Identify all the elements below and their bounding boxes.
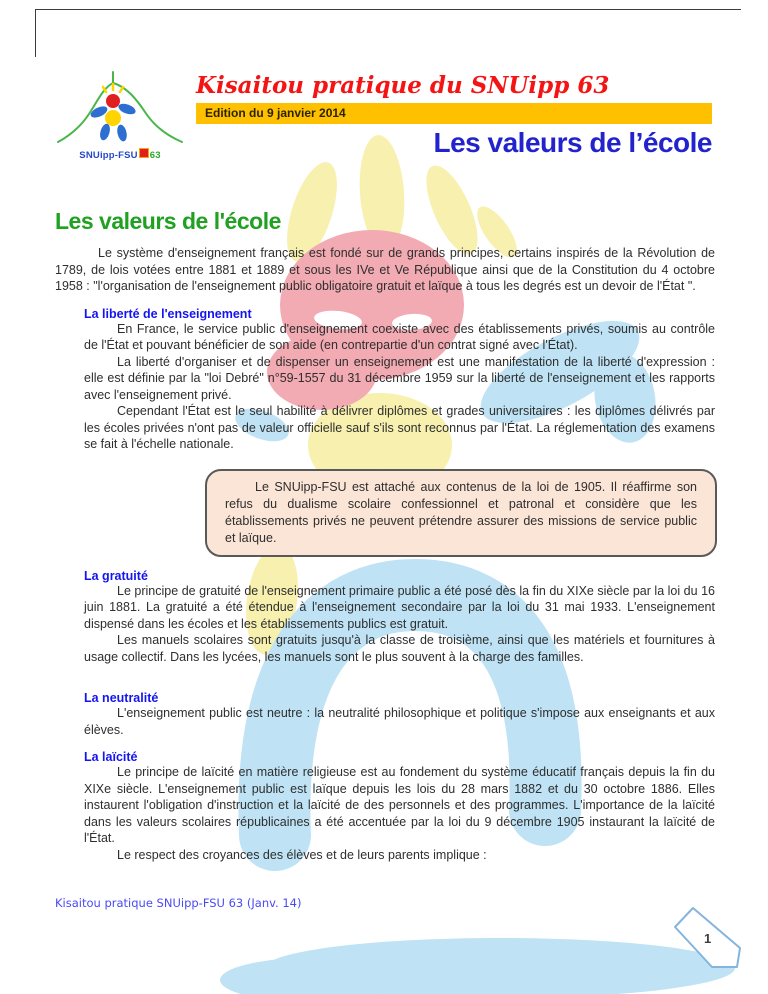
page-title: Les valeurs de l’école [433,127,712,158]
paragraph: Le principe de laïcité en matière religieuse est au fondement du système éducatif français depuis la fin du XIXe siècle. L'enseignement public est laïque depuis les lois du 28 mars 1882 et du 30 octobre 1886. Elles instaurent l'obligation d'instruction et la laïcité de des personnels et des programmes. L'importance de la laïcité dans les valeurs scolaires républicaines a été accentuée par la loi du 9 décembre 1905 instaurant la laïcité de l'État. [84,765,715,845]
header-border-line-vertical [35,9,36,57]
booklet-title: Kisaitou pratique du SNUipp 63 [196,72,610,99]
paragraph: La liberté d'organiser et de dispenser un enseignement est une manifestation de la liberté d'expression : elle est définie par la "loi Debré" n°59-1557 du 31 décembre 1959 sur la liberté de l'enseignement et les rapports avec l'enseignement privé. [84,354,715,402]
logo-text: SNUipp-FSU [79,150,138,161]
snuipp-logo [50,70,190,161]
content-section [84,750,715,863]
logo-caption [50,148,190,161]
callout-box [205,469,717,557]
section-heading: La liberté de l'enseignement [84,306,252,321]
callout-text: Le SNUipp-FSU est attaché aux contenus de la loi de 1905. Il réaffirme son refus du dualisme scolaire confessionnel et patronal et considère que les établissements privés ne peuvent prétendre assurer des missions de service public et laïque. [225,479,697,545]
logo-dept: 63 [149,150,161,161]
content-section [84,307,715,453]
paragraph: L'enseignement public est neutre : la neutralité philosophique et politique s'impose aux enseignants et aux élèves. [84,706,715,737]
page-number: 1 [704,931,712,946]
paragraph: En France, le service public d'enseignement coexiste avec des établissements privés, soumis au contrôle de l'État et pouvant bénéficier de son aide (en contrepartie d'un contrat signé avec l'État). [84,321,715,352]
paragraph: Le respect des croyances des élèves et de leurs parents implique : [117,847,487,862]
section-heading: La neutralité [84,691,159,705]
footer-text: Kisaitou pratique SNUipp-FSU 63 (Janv. 14) [55,896,302,910]
logo-red-square-icon [139,148,149,158]
sections [84,307,715,864]
intro-paragraph: Le système d'enseignement français est fondé sur de grands principes, certains inspirés de la Révolution de 1789, de lois votées entre 1881 et 1889 et sous les IVe et Ve République ainsi que de la Constitution du 4 octobre 1958 : "l'organisation de l'enseignement public obligatoire gratuit et laïque à tous les degrés est un devoir de l'État ". [55,246,715,293]
document-body [55,208,715,863]
paragraph: Les manuels scolaires sont gratuits jusqu'à la classe de troisième, ainsi que les matériels et fournitures à usage collectif. Dans les lycées, les manuels sont le plus souvent à la charge des familles. [84,633,715,664]
paragraph: Le principe de gratuité de l'enseignement primaire public a été posé dès la fin du XIXe siècle par la loi du 16 juin 1881. La gratuité a été étendue à l'enseignement secondaire par la loi du 31 mai 1933. L'enseignement dispensé dans les écoles et les établissements publics est gratuit. [84,583,715,631]
section-heading: La laïcité [84,750,138,764]
content-section [84,569,715,666]
edition-bar: Edition du 9 janvier 2014 [196,103,712,124]
header-border-line-horizontal [35,9,741,10]
page-number-badge [630,895,768,994]
section-title-green: Les valeurs de l'école [55,208,281,234]
paragraph: Cependant l'État est le seul habilité à délivrer diplômes et grades universitaires : les diplômes délivrés par les écoles privées n'ont pas de valeur officielle sauf s'ils sont reconnus par l'État. La réglementation des examens se fait à l'échelle nationale. [84,404,715,451]
mountain-figure-icon [55,70,185,146]
section-heading: La gratuité [84,568,148,583]
content-section [84,691,715,738]
